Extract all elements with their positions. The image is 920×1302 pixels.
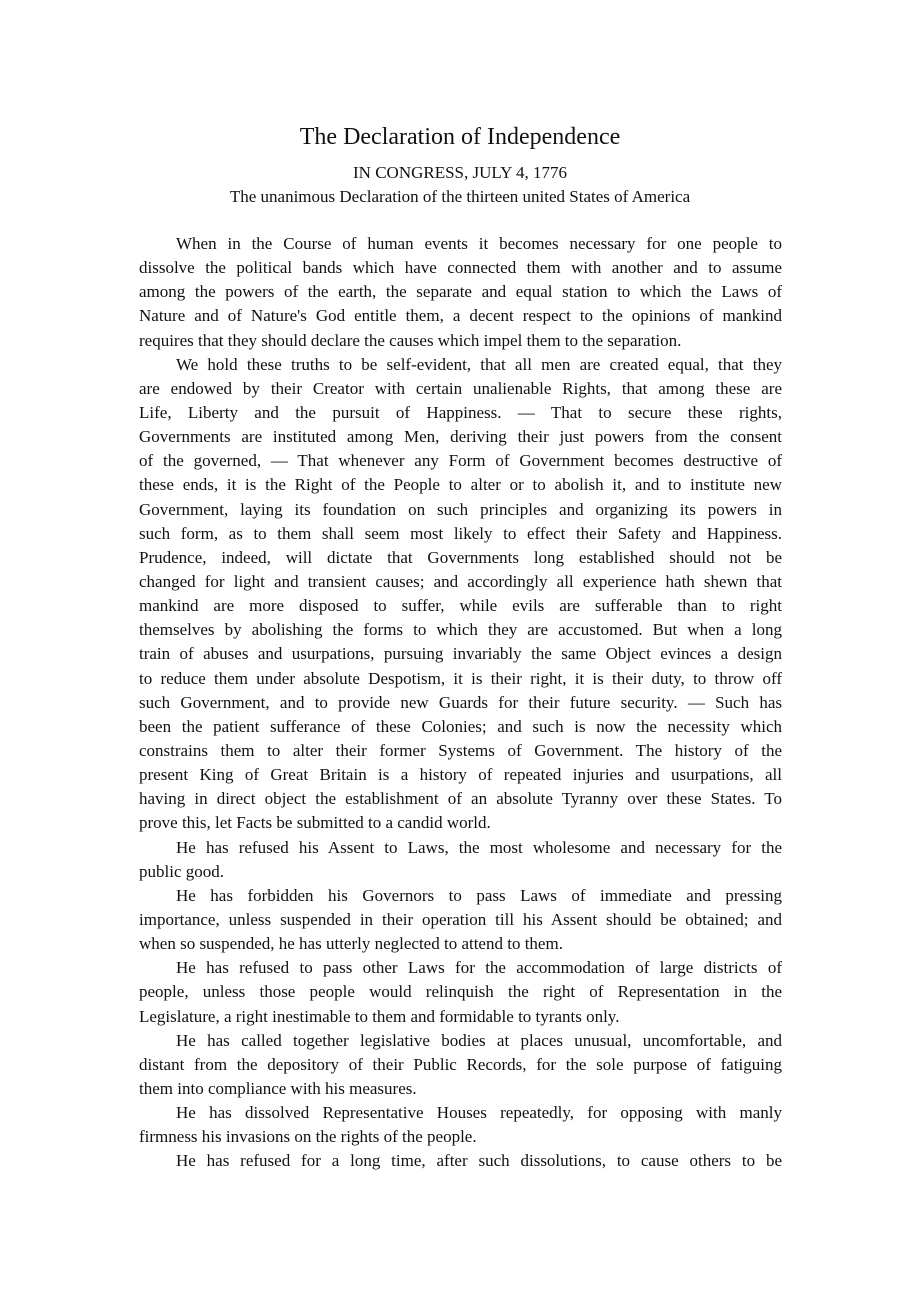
paragraph-line: He has called together legislative bodies at places unusual, uncomfortable, and <box>176 1030 782 1050</box>
paragraph-line: having in direct object the establishment of an absolute Tyranny over these States. To <box>139 789 782 809</box>
paragraph <box>139 1029 782 1101</box>
paragraph-line: importance, unless suspended in their operation till his Assent should be obtained; and <box>139 909 782 929</box>
document-title: The Declaration of Independence <box>299 124 621 150</box>
paragraph-line: been the patient sufferance of these Colonies; and such is now the necessity which <box>139 716 782 736</box>
paragraph-line: requires that they should declare the causes which impel them to the separation. <box>139 330 682 350</box>
paragraph-line: When in the Course of human events it becomes necessary for one people to <box>176 234 782 253</box>
paragraph-line: to reduce them under absolute Despotism, it is their right, it is their duty, to throw off <box>139 668 782 688</box>
paragraph-line: He has refused his Assent to Laws, the most wholesome and necessary for the <box>176 837 782 857</box>
paragraph-line: distant from the depository of their Public Records, for the sole purpose of fatiguing <box>139 1054 782 1074</box>
paragraph-line: Legislature, a right inestimable to them and formidable to tyrants only. <box>139 1006 620 1026</box>
paragraph-line: when so suspended, he has utterly neglected to attend to them. <box>139 934 563 954</box>
paragraph-line: He has forbidden his Governors to pass Laws of immediate and pressing <box>176 885 782 905</box>
paragraph-line: of the governed, — That whenever any Form of Government becomes destructive of <box>139 451 782 471</box>
paragraph-line: such Government, and to provide new Guards for their future security. — Such has <box>139 692 782 712</box>
paragraph <box>139 232 782 353</box>
paragraph-line: such form, as to them shall seem most likely to effect their Safety and Happiness. <box>139 523 782 543</box>
paragraph-line: changed for light and transient causes; and accordingly all experience hath shewn that <box>139 571 782 591</box>
paragraph-line: He has refused to pass other Laws for the accommodation of large districts of <box>176 958 782 978</box>
paragraph-line: Life, Liberty and the pursuit of Happiness. — That to secure these rights, <box>139 402 782 422</box>
document-subtitle-date: IN CONGRESS, JULY 4, 1776 <box>353 163 567 182</box>
paragraph-line: public good. <box>139 861 224 881</box>
paragraph-line: them into compliance with his measures. <box>139 1078 417 1098</box>
paragraph-line: these ends, it is the Right of the People to alter or to abolish it, and to institute new <box>139 475 782 495</box>
paragraph-line: dissolve the political bands which have connected them with another and to assume <box>139 258 782 278</box>
document-body <box>139 232 782 1173</box>
paragraph-line: prove this, let Facts be submitted to a candid world. <box>139 813 491 833</box>
paragraph-line: He has dissolved Representative Houses repeatedly, for opposing with manly <box>176 1103 782 1123</box>
paragraph-line: people, unless those people would relinquish the right of Representation in the <box>139 982 782 1002</box>
paragraph <box>139 956 782 1028</box>
paragraph-line: constrains them to alter their former Systems of Government. The history of the <box>139 740 782 760</box>
paragraph <box>139 1149 782 1173</box>
paragraph-line: He has refused for a long time, after such dissolutions, to cause others to be <box>176 1151 782 1171</box>
paragraph-line: are endowed by their Creator with certain unalienable Rights, that among these are <box>139 378 782 398</box>
paragraph <box>139 836 782 884</box>
paragraph-line: among the powers of the earth, the separate and equal station to which the Laws of <box>139 282 782 302</box>
paragraph <box>139 353 782 836</box>
paragraph-line: Prudence, indeed, will dictate that Governments long established should not be <box>139 547 782 567</box>
paragraph-line: themselves by abolishing the forms to which they are accustomed. But when a long <box>139 620 782 640</box>
paragraph <box>139 884 782 956</box>
paragraph <box>139 1101 782 1149</box>
paragraph-line: Nature and of Nature's God entitle them, a decent respect to the opinions of mankind <box>139 306 782 326</box>
paragraph-line: train of abuses and usurpations, pursuing invariably the same Object evinces a design <box>139 644 782 664</box>
paragraph-line: mankind are more disposed to suffer, while evils are sufferable than to right <box>139 596 782 616</box>
paragraph-line: firmness his invasions on the rights of the people. <box>139 1127 477 1147</box>
paragraph-line: present King of Great Britain is a history of repeated injuries and usurpations, all <box>139 765 782 785</box>
document-subtitle: The unanimous Declaration of the thirteen united States of America <box>229 187 691 206</box>
paragraph-line: Government, laying its foundation on such principles and organizing its powers in <box>139 499 782 519</box>
paragraph-line: Governments are instituted among Men, deriving their just powers from the consent <box>139 427 782 447</box>
paragraph-line: We hold these truths to be self-evident, that all men are created equal, that they <box>176 354 782 374</box>
